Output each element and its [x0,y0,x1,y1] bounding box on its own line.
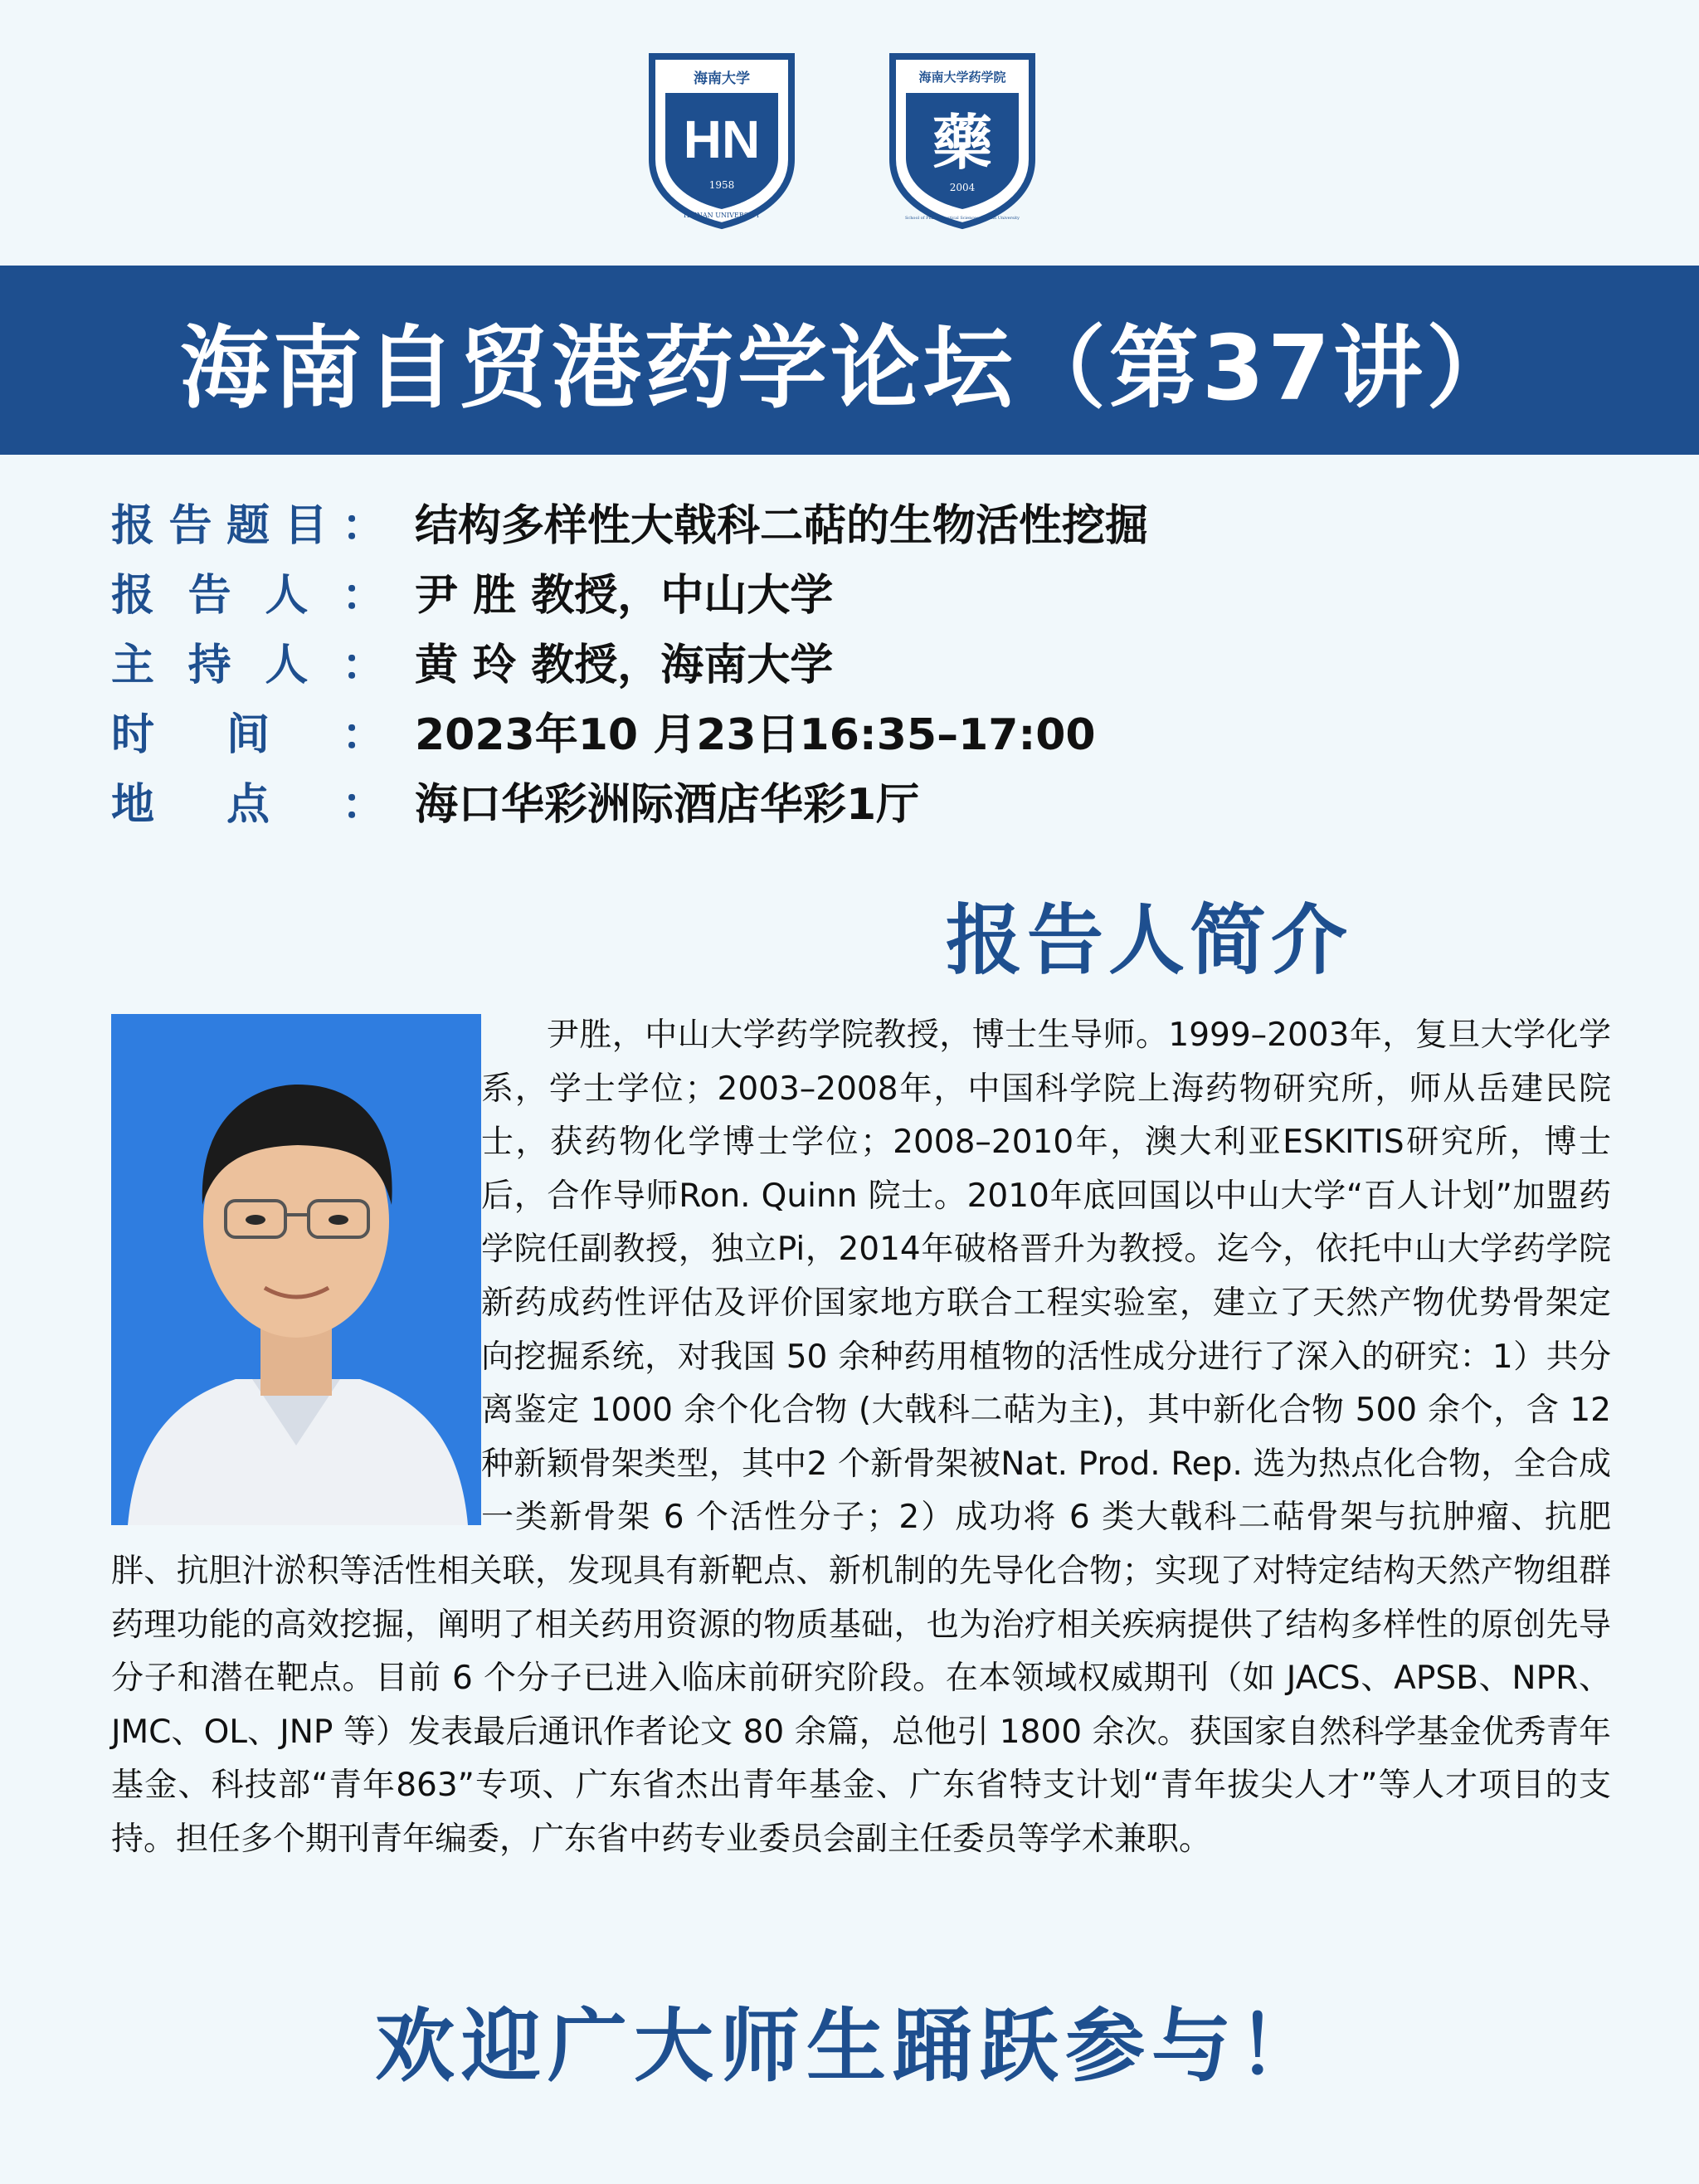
speaker-bio-text: 尹胜，中山大学药学院教授，博士生导师。1999–2003年，复旦大学化学系，学士学位；2003–2008年，中国科学院上海药物研究所，师从岳建民院士，获药物化学博士学位；2008–2010年，澳大利亚ESKITIS研究所，博士后，合作导师Ron. Quinn 院士。2010年底回国以中山大学“百人计划”加盟药学院任副教授，独立Pi，2014年破格晋升为教授。迄今，依托中山大学药学院新药成药性评估及评价国家地方联合工程实验室，建立了天然产物优势骨架定向挖掘系统，对我国 50 余种药用植物的活性成分进行了深入的研究：1）共分离鉴定 1000 余个化合物 (大戟科二萜为主)，其中新化合物 500 余个，含 12 种新颖骨架类型，其中2 个新骨架被Nat. Prod. Rep. 选为热点化合物，全合成一类新骨架 6 个活性分子；2）成功将 6 类大戟科二萜骨架与抗肿瘤、抗肥胖、抗胆汁淤积等活性相关联，发现具有新靶点、新机制的先导化合物；实现了对特定结构天然产物组群药理功能的高效挖掘，阐明了相关药用资源的物质基础，也为治疗相关疾病提供了结构多样性的原创先导分子和潜在靶点。目前 6 个分子已进入临床前研究阶段。在本领域权威期刊（如 JACS、APSB、NPR、JMC、OL、JNP 等）发表最后通讯作者论文 80 余篇，总他引 1800 余次。获国家自然科学基金优秀青年基金、科技部“青年863”专项、广东省杰出青年基金、广东省特支计划“青年拔尖人才”等人才项目的支持。担任多个期刊青年编委，广东省中药专业委员会副主任委员等学术兼职。 [111,1016,1611,1858]
forum-title: 海南自贸港药学论坛（第37讲） [179,316,1520,421]
logo-hn-chinese: 海南大学 [694,71,750,87]
info-label-char: 报 [111,570,155,621]
logo-hn-english: HAINAN UNIVERSITY [683,212,761,219]
info-label-char: 告 [187,570,231,621]
info-label-char: ： [341,640,385,690]
info-row [111,556,1148,626]
info-label [111,490,385,553]
logo-pharm-year: 2004 [949,182,976,193]
info-label-char: ： [341,500,385,551]
talk-info [111,486,1148,835]
info-label-char: 报 [111,500,155,551]
info-label [111,769,385,831]
logo-hn-year: 1958 [708,179,735,191]
info-label [111,700,385,762]
logo-pharm-chinese: 海南大学药学院 [918,70,1006,85]
logo-pharm-glyph: 藥 [932,107,993,178]
info-label-char: 人 [265,570,309,621]
info-label [111,630,385,692]
info-label-char: 题 [226,500,270,551]
info-value: 海口华彩洲际酒店华彩1厅 [415,779,920,830]
info-label-char: 目 [284,500,328,551]
info-label-char: 间 [226,709,270,760]
info-value: 2023年10 月23日16:35–17:00 [415,709,1096,760]
school-of-pharmacy-logo [888,51,1037,230]
info-label-char: 持 [187,640,231,690]
info-label-char: ： [341,709,385,760]
title-banner [0,266,1699,455]
info-label-char: 告 [168,500,212,551]
info-label-char: 主 [111,640,155,690]
info-label [111,560,385,622]
logo-hn-monogram: HN [683,110,761,169]
info-label-char: 人 [265,640,309,690]
info-label-char: 地 [111,779,155,830]
info-row [111,765,1148,835]
info-row [111,626,1148,695]
info-label-char: ： [341,570,385,621]
info-label-char: 时 [111,709,155,760]
speaker-bio [111,1009,1611,1867]
info-label-char: ： [341,779,385,830]
info-row [111,695,1148,765]
info-row [111,486,1148,556]
hainan-university-logo [647,51,796,230]
info-value: 黄 玲 教授，海南大学 [415,640,834,690]
logo-pharm-english: School of Pharmaceutical Sciences, Hainan University [904,216,1020,221]
info-value: 尹 胜 教授，中山大学 [415,570,834,621]
info-label-char: 点 [226,779,270,830]
speaker-intro-heading: 报告人简介 [946,896,1353,985]
info-value: 结构多样性大戟科二萜的生物活性挖掘 [415,500,1149,551]
welcome-message: 欢迎广大师生踊跃参与！ [375,2000,1324,2093]
